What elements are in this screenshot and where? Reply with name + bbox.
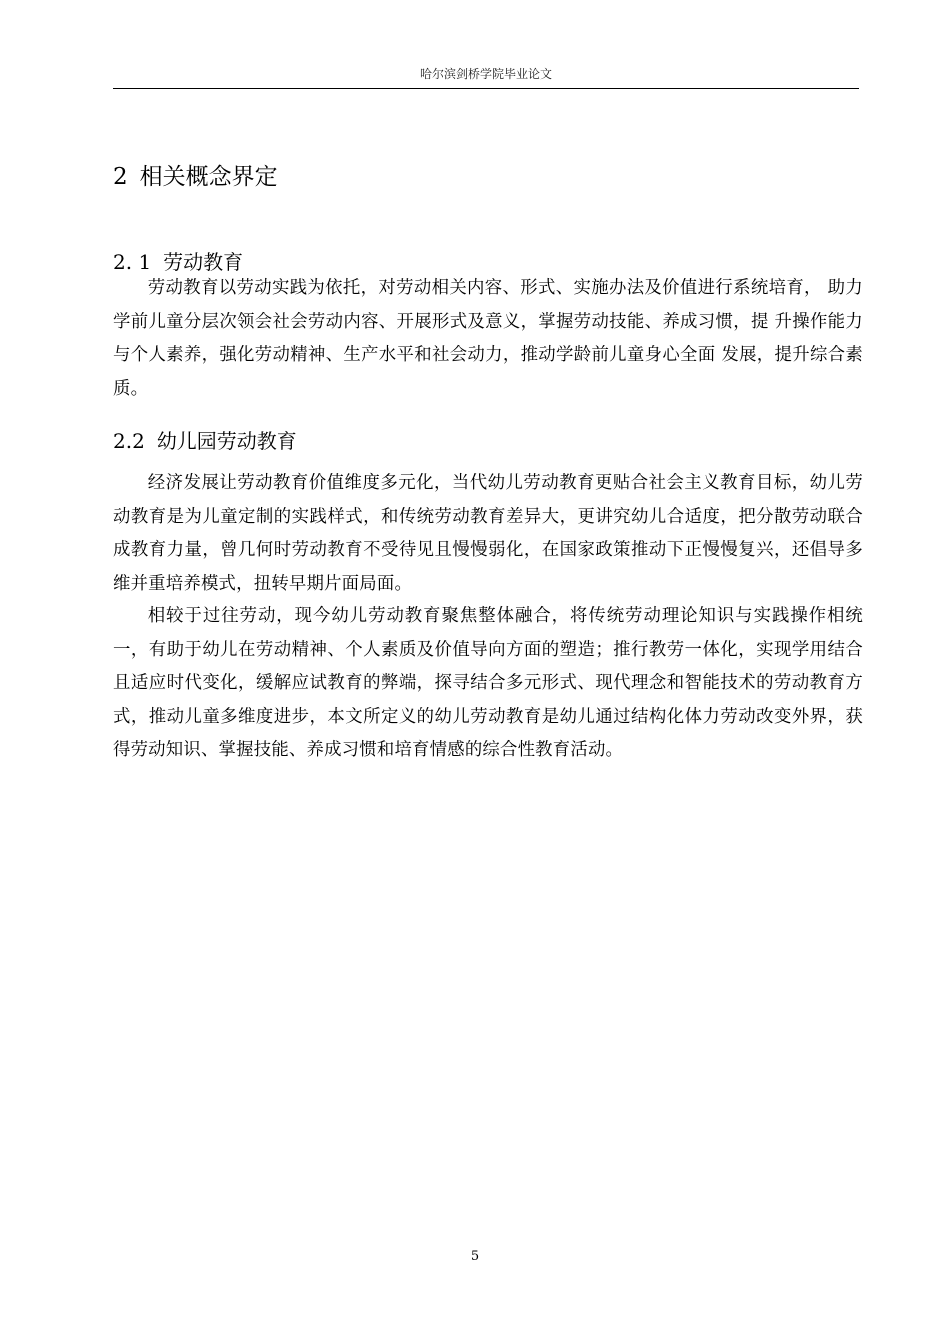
section-heading-2-2 [113, 425, 297, 457]
chapter-heading [113, 159, 278, 195]
paragraph: 相较于过往劳动，现今幼儿劳动教育聚焦整体融合，将传统劳动理论知识与实践操作相统一，有助于幼儿在劳动精神、个人素质及价值导向方面的塑造；推行教劳一体化，实现学用结合且适应时代变化，缓解应试教育的弊端，探寻结合多元形式、现代理念和智能技术的劳动教育方式，推动儿童多维度进步，本文所定义的幼儿劳动教育是幼儿通过结构化体力劳动改变外界，获得劳动知识、掌握技能、养成习惯和培育情感的综合性教育活动。 [113, 606, 863, 760]
page-header: 哈尔滨剑桥学院毕业论文 [113, 64, 859, 89]
paragraph: 劳动教育以劳动实践为依托，对劳动相关内容、形式、实施办法及价值进行系统培育， 助力学前儿童分层次领会社会劳动内容、开展形式及意义，掌握劳动技能、养成习惯，提 升操作能力与个人素养，强化劳动精神、生产水平和社会动力，推动学龄前儿童身心全面 发展，提升综合素质。 [113, 278, 863, 399]
section-number: 2.2 [113, 429, 145, 453]
chapter-title: 相关概念界定 [139, 164, 278, 190]
chapter-number: 2 [113, 164, 128, 190]
section-title: 幼儿园劳动教育 [156, 429, 297, 453]
paragraph: 经济发展让劳动教育价值维度多元化，当代幼儿劳动教育更贴合社会主义教育目标，幼儿劳动教育是为儿童定制的实践样式，和传统劳动教育差异大，更讲究幼儿合适度，把分散劳动联合成教育力量，曾几何时劳动教育不受待见且慢慢弱化，在国家政策推动下正慢慢复兴，还倡导多维并重培养模式，扭转早期片面局面。 [113, 473, 863, 594]
section-title: 劳动教育 [163, 250, 244, 274]
section-number: 2. 1 [113, 250, 152, 274]
page-number: 5 [470, 1249, 480, 1264]
